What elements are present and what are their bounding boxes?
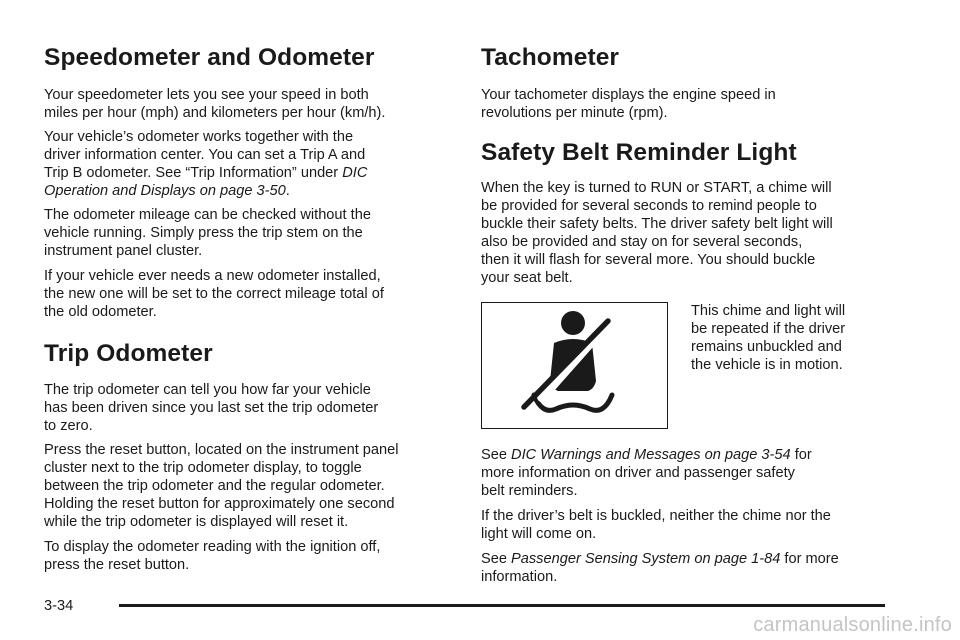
trip-p1-line3: to zero. <box>44 418 93 434</box>
page-number: 3-34 <box>44 598 74 614</box>
belt-p3-line1: If the driver’s belt is buckled, neither the chime nor the <box>481 508 831 524</box>
see-passenger-line1 <box>481 550 839 568</box>
speedo-p3-line3: instrument panel cluster. <box>44 243 203 259</box>
trip-p2-line3: between the trip odometer and the regular odometer. <box>44 478 385 494</box>
speedo-p2-line2: driver information center. You can set a Trip A and <box>44 147 366 163</box>
speedo-p2-period: . <box>285 183 290 199</box>
watermark: carmanualsonline.info <box>753 614 952 636</box>
see-dic-line3: belt reminders. <box>481 483 578 499</box>
belt-p1-line4: also be provided and stay on for several seconds, <box>481 234 803 250</box>
footer-rule <box>119 604 885 607</box>
belt-p1-line5: then it will flash for several more. You should buckle <box>481 252 816 268</box>
see-suffix-2: for more <box>780 551 839 567</box>
tach-p1-line2: revolutions per minute (rpm). <box>481 105 668 121</box>
trip-p2-line2: cluster next to the trip odometer display, to toggle <box>44 460 362 476</box>
speedo-p4-line2: the new one will be set to the correct mileage total of <box>44 286 384 302</box>
seatbelt-icon-head <box>561 311 585 335</box>
safety-belt-heading: Safety Belt Reminder Light <box>481 139 797 166</box>
speedo-p2-line1: Your vehicle’s odometer works together with the <box>44 129 354 145</box>
seatbelt-icon-strap <box>524 321 608 407</box>
belt-p1-line3: buckle their safety belts. The driver safety belt light will <box>481 216 833 232</box>
speedo-p1-line2: miles per hour (mph) and kilometers per hour (km/h). <box>44 105 386 121</box>
see-suffix: for <box>790 447 812 463</box>
speedo-p3-line2: vehicle running. Simply press the trip stem on the <box>44 225 363 241</box>
speedo-p2-line3-text: Trip B odometer. See “Trip Information” under <box>44 165 343 181</box>
dic-operation-link-cont[interactable]: Operation and Displays on page 3-50 <box>44 183 286 199</box>
passenger-sensing-link[interactable]: Passenger Sensing System on page 1-84 <box>511 551 781 567</box>
seatbelt-reminder-icon <box>482 303 666 427</box>
trip-odometer-heading: Trip Odometer <box>44 340 213 367</box>
belt-p1-line2: be provided for several seconds to remind people to <box>481 198 817 214</box>
speedo-p4-line1: If your vehicle ever needs a new odometer installed, <box>44 268 381 284</box>
belt-p1-line6: your seat belt. <box>481 270 573 286</box>
trip-p1-line1: The trip odometer can tell you how far your vehicle <box>44 382 371 398</box>
trip-p1-line2: has been driven since you last set the trip odometer <box>44 400 379 416</box>
tachometer-heading: Tachometer <box>481 44 620 71</box>
see-prefix-2: See <box>481 551 512 567</box>
trip-p2-line4: Holding the reset button for approximately one second <box>44 496 395 512</box>
trip-p3-line1: To display the odometer reading with the ignition off, <box>44 539 381 555</box>
trip-p2-line1: Press the reset button, located on the instrument panel <box>44 442 399 458</box>
speedometer-heading: Speedometer and Odometer <box>44 44 375 71</box>
seatbelt-reminder-figure <box>481 302 668 429</box>
dic-warnings-link[interactable]: DIC Warnings and Messages on page 3-54 <box>511 447 791 463</box>
see-dic-line1 <box>481 446 812 464</box>
speedo-p2-line3 <box>44 164 367 182</box>
see-prefix: See <box>481 447 512 463</box>
speedo-p2-line4 <box>44 182 290 200</box>
trip-p3-line2: press the reset button. <box>44 557 190 573</box>
belt-p3-line2: light will come on. <box>481 526 597 542</box>
tach-p1-line1: Your tachometer displays the engine speed in <box>481 87 776 103</box>
see-dic-line2: more information on driver and passenger safety <box>481 465 795 481</box>
belt-side-line1: This chime and light will <box>691 303 846 319</box>
speedo-p4-line3: the old odometer. <box>44 304 157 320</box>
speedo-p3-line1: The odometer mileage can be checked without the <box>44 207 371 223</box>
belt-side-line2: be repeated if the driver <box>691 321 846 337</box>
trip-p2-line5: while the trip odometer is displayed will reset it. <box>44 514 349 530</box>
see-passenger-line2: information. <box>481 569 558 585</box>
speedo-p1-line1: Your speedometer lets you see your speed in both <box>44 87 369 103</box>
belt-side-line3: remains unbuckled and <box>691 339 842 355</box>
belt-side-line4: the vehicle is in motion. <box>691 357 843 373</box>
belt-p1-line1: When the key is turned to RUN or START, a chime will <box>481 180 832 196</box>
dic-operation-link[interactable]: DIC <box>342 165 368 181</box>
